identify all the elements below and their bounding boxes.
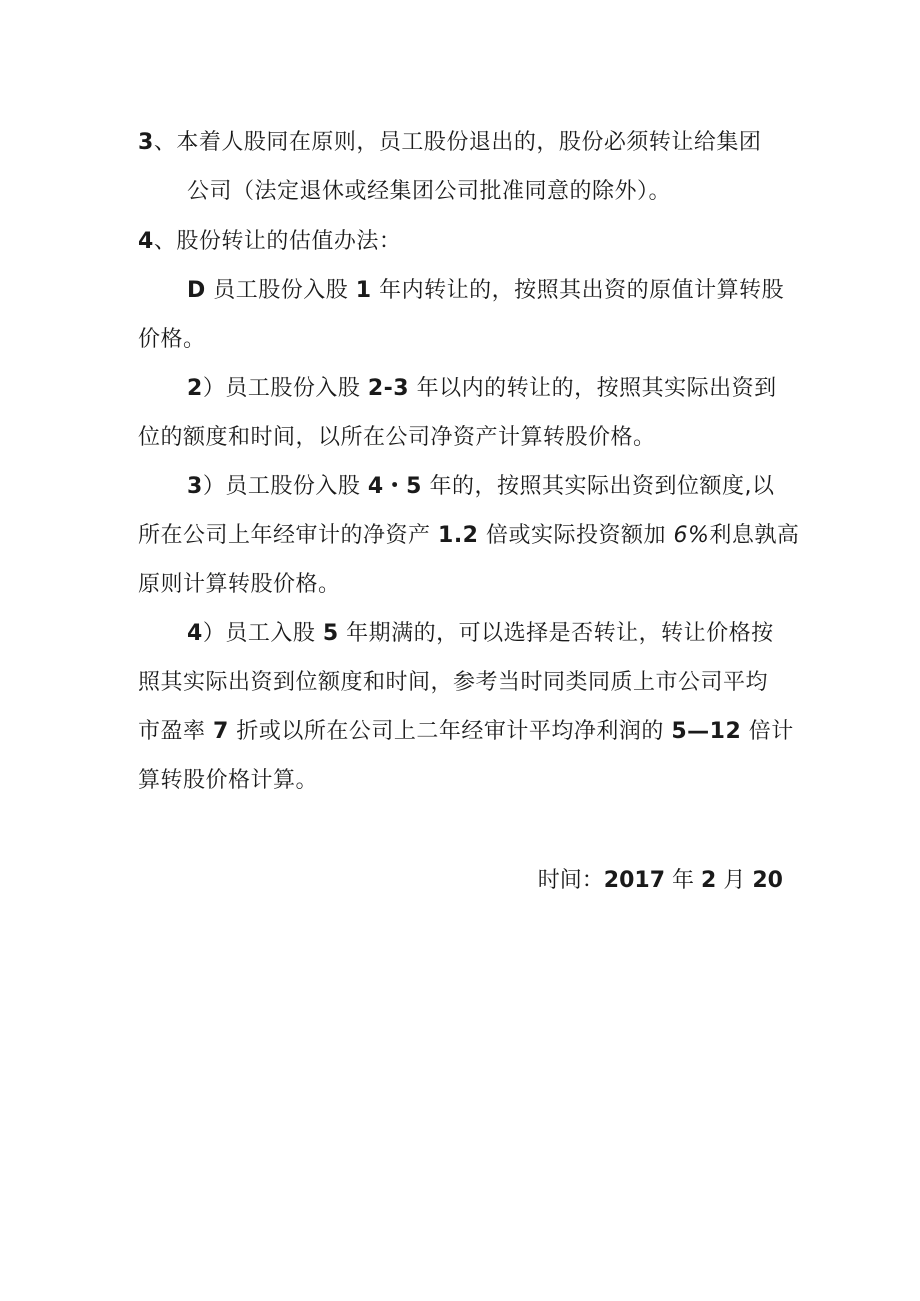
sub4-line1 — [187, 619, 774, 649]
sub2-text-b: 年以内的转让的，按照其实际出资到 — [416, 376, 777, 401]
sub3-text-a: ）员工股份入股 — [202, 474, 361, 499]
sub1-number: D — [187, 278, 206, 303]
sub4-text-e: 折或以所在公司上二年经审计平均净利润的 — [236, 719, 664, 744]
sub2-line2 — [138, 423, 656, 453]
sub4-text-cont: 算转股价格计算。 — [138, 768, 319, 793]
sub4-num2: 7 — [213, 719, 229, 744]
sub2-text-a: ）员工股份入股 — [202, 376, 361, 401]
sub1-line1 — [187, 276, 784, 306]
date-label: 时间： — [537, 868, 604, 893]
sub3-line3 — [138, 570, 341, 600]
sub2-num1: 2-3 — [367, 376, 410, 401]
sub4-text-d: 市盈率 — [138, 719, 206, 744]
item3-text-cont: 公司（法定退休或经集团公司批准同意的除外）。 — [187, 179, 672, 204]
sub2-number: 2 — [187, 376, 203, 401]
sub4-line4 — [138, 766, 318, 796]
sub3-num1: 4・5 — [367, 474, 422, 499]
sub1-text-cont: 价格。 — [138, 327, 206, 352]
sub4-line3 — [138, 717, 794, 747]
sub4-text-f: 倍计 — [748, 719, 794, 744]
sub3-text-d: 倍或实际投资额加 — [486, 523, 667, 548]
sub1-text-b: 年内转让的，按照其出资的原值计算转股 — [379, 278, 785, 303]
date-year: 2017 — [603, 868, 666, 893]
sub2-text-cont: 位的额度和时间，以所在公司净资产计算转股价格。 — [138, 425, 656, 450]
sub4-num1: 5 — [322, 621, 339, 646]
sub4-number: 4 — [187, 621, 203, 646]
item4-line1 — [138, 227, 401, 257]
date-month-unit: 月 — [723, 868, 746, 893]
item4-text: 、股份转让的估值办法： — [153, 229, 402, 254]
sub4-text-a: ）员工入股 — [202, 621, 316, 646]
sub1-text-a: 员工股份入股 — [213, 278, 349, 303]
item3-number: 3 — [138, 130, 154, 155]
sub3-text-c: 所在公司上年经审计的净资产 — [138, 523, 431, 548]
sub4-num3: 5—12 — [671, 719, 742, 744]
sub1-num1: 1 — [355, 278, 372, 303]
date-month: 2 — [701, 868, 717, 893]
sub3-text-e: 利息孰高 — [709, 523, 800, 548]
sub3-num3: 6% — [673, 523, 710, 548]
sub4-line2 — [138, 668, 768, 698]
sub3-line2 — [138, 521, 799, 551]
sub4-text-c: 照其实际出资到位额度和时间，参考当时同类同质上市公司平均 — [138, 670, 769, 695]
sub3-text-cont: 原则计算转股价格。 — [138, 572, 341, 597]
sub3-text-b: 年的，按照其实际出资到位额度,以 — [429, 474, 775, 499]
date-year-unit: 年 — [672, 868, 695, 893]
document-date — [538, 866, 783, 896]
item3-text: 、本着人股同在原则，员工股份退出的，股份必须转让给集团 — [153, 130, 762, 155]
sub2-line1 — [187, 374, 777, 404]
item3-line2 — [187, 177, 671, 207]
sub3-number: 3 — [187, 474, 203, 499]
sub3-num2: 1.2 — [438, 523, 479, 548]
sub1-line2 — [138, 325, 206, 355]
sub3-line1 — [187, 472, 774, 502]
item3-line1 — [138, 128, 761, 158]
sub4-text-b: 年期满的，可以选择是否转让，转让价格按 — [346, 621, 774, 646]
item4-number: 4 — [138, 229, 154, 254]
date-day: 20 — [752, 868, 783, 893]
